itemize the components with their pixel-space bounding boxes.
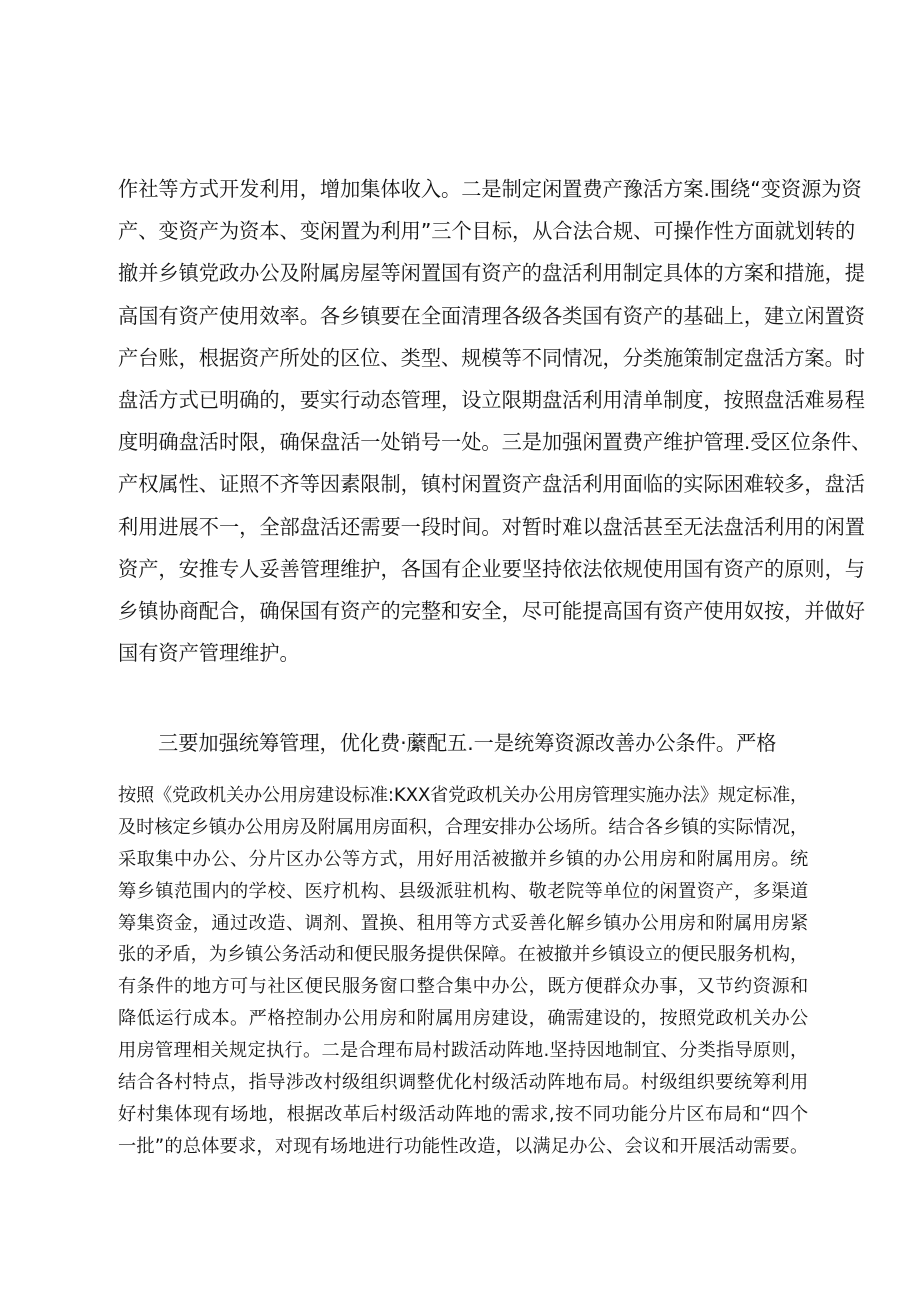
text-line: 好村集体现有场地，根据改革后村级活动阵地的需求,按不同功能分片区布局和“四个 xyxy=(118,1103,808,1125)
text-line: 一批”的总体要求，对现有场地进行功能性改造，以满足办公、会议和开展活动需要。 xyxy=(118,1135,808,1157)
text-line: 高国有资产使用效率。各乡镇要在全面清理各级各类国有资产的基础上，建立闲置资 xyxy=(118,303,865,328)
text-line: 张的矛盾，为乡镇公务活动和便民服务提供保障。在被撤并乡镇设立的便民服务机构， xyxy=(118,944,808,966)
text-line: 产、变资产为资本、变闲置为利用”三个目标，从合法合规、可操作性方面就划转的 xyxy=(118,219,856,244)
text-line: 筹乡镇范围内的学校、医疗机构、县级派驻机构、敬老院等单位的闲置资产，多渠道 xyxy=(118,880,808,902)
text-line: 降低运行成本。严格控制办公用房和附属用房建设，确需建设的，按照党政机关办公 xyxy=(118,1008,808,1030)
text-line: 作社等方式开发利用，增加集体收入。二是制定闲置费产豫活方案.围绕“变资源为资 xyxy=(118,177,862,201)
text-line: 国有资产管理维护。 xyxy=(118,641,300,666)
text-line: 筹集资金，通过改造、调剂、置换、租用等方式妥善化解乡镇办公用房和附属用房紧 xyxy=(118,912,808,934)
body-paragraph-2 xyxy=(118,722,808,764)
body-paragraph-1 xyxy=(118,168,872,674)
text-line: 及时核定乡镇办公用房及附属用房面积，合理安排办公场所。结合各乡镇的实际情况， xyxy=(118,816,808,838)
text-line: 产台账，根据资产所处的区位、类型、规模等不同情况，分类施策制定盘活方案。时 xyxy=(118,345,865,370)
text-line: 产权属性、证照不齐等因素限制，镇村闲置资产盘活利用面临的实际困难较多，盘活 xyxy=(118,472,865,497)
text-line: 结合各村特点，指导涉改村级组织调整优化村级活动阵地布局。村级组织要统筹利用 xyxy=(118,1072,808,1094)
text-line: 乡镇协商配合，确保国有资产的完整和安全，尽可能提高国有资产使用奴按，并做好 xyxy=(118,598,865,623)
text-line: 按照《党政机关办公用房建设标准:KXX省党政机关办公用房管理实施办法》规定标准， xyxy=(118,785,808,806)
text-line: 撤并乡镇党政办公及附属房屋等闲置国有资产的盘活利用制定具体的方案和措施，提 xyxy=(118,261,865,286)
text-line: 有条件的地方可与社区便民服务窗口整合集中办公，既方便群众办事，又节约资源和 xyxy=(118,976,808,998)
text-line: 利用进展不一，全部盘活还需要一段时间。对暂时难以盘活甚至无法盘活利用的闲置 xyxy=(118,514,865,539)
text-line: 盘活方式已明确的，要实行动态管理，设立限期盘活利用清单制度，按照盘活难易程 xyxy=(118,387,865,412)
text-line: 用房管理相关规定执行。二是合理布局村跋活动阵地.坚持因地制宜、分类指导原则， xyxy=(118,1040,808,1062)
text-line: 资产，安推专人妥善管理维护，各国有企业要坚持依法依规使用国有资产的原则，与 xyxy=(118,556,865,581)
text-line: 三要加强统筹管理，优化费·䕷配五.一是统筹资源改善办公条件。严格 xyxy=(158,731,777,755)
body-paragraph-3 xyxy=(118,780,808,1163)
text-line: 采取集中办公、分片区办公等方式，用好用活被撤并乡镇的办公用房和附属用房。统 xyxy=(118,848,808,870)
text-line: 度明确盘活时限，确保盘活一处销号一处。三是加强闲置费产维护管理.受区位条件、 xyxy=(118,430,872,455)
